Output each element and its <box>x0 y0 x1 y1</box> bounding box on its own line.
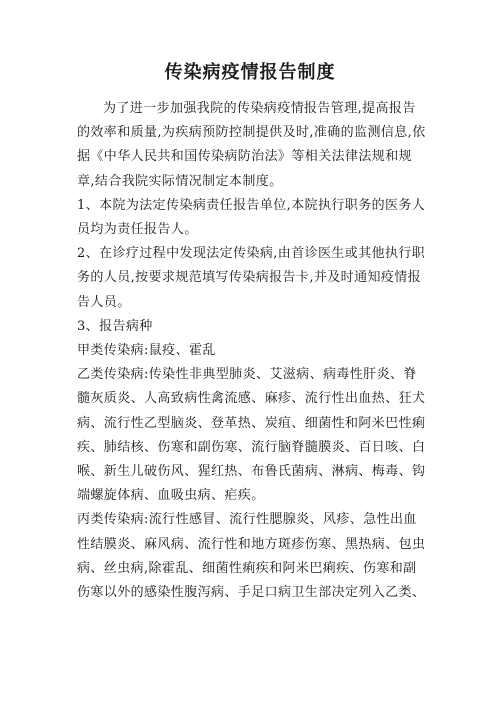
clause-3-heading: 3、报告病种 <box>77 318 153 334</box>
class-a-diseases: 甲类传染病:鼠疫、霍乱 <box>77 343 216 359</box>
class-c-diseases: 丙类传染病:流行性感冒、流行性腮腺炎、风疹、急性出血性结膜炎、麻风病、流行性和地方斑疹伤寒、黑热病、包虫病、丝虫病,除霍乱、细菌性痢疾和阿米巴痢疾、伤寒和副伤寒以外的感染性腹泻病、手足口病卫生部决定列入乙类、 <box>77 512 426 601</box>
class-b-diseases: 乙类传染病:传染性非典型肺炎、艾滋病、病毒性肝炎、脊髓灰质炎、人高致病性禽流感、麻疹、流行性出血热、狂犬病、流行性乙型脑炎、登革热、炭疽、细菌性和阿米巴性痢疾、肺结核、伤寒和副伤寒、流行脑脊髓膜炎、百日咳、白喉、新生儿破伤风、猩红热、布鲁氏菌病、淋病、梅毒、钩端螺旋体病、血吸虫病、疟疾。 <box>77 367 426 504</box>
document-title: 传染病疫情报告制度 <box>164 62 336 83</box>
clause-2: 2、在诊疗过程中发现法定传染病,由首诊医生或其他执行职务的人员,按要求规范填写传染病报告卡,并及时通知疫情报告人员。 <box>77 246 426 310</box>
intro-paragraph: 为了进一步加强我院的传染病疫情报告管理,提高报告的效率和质量,为疾病预防控制提供及时,准确的监测信息,依据《中华人民共和国传染病防治法》等相关法律法规和规章,结合我院实际情况制定本制度。 <box>77 101 426 189</box>
document-body <box>77 97 427 605</box>
clause-1: 1、本院为法定传染病责任报告单位,本院执行职务的医务人员均为责任报告人。 <box>77 197 426 238</box>
